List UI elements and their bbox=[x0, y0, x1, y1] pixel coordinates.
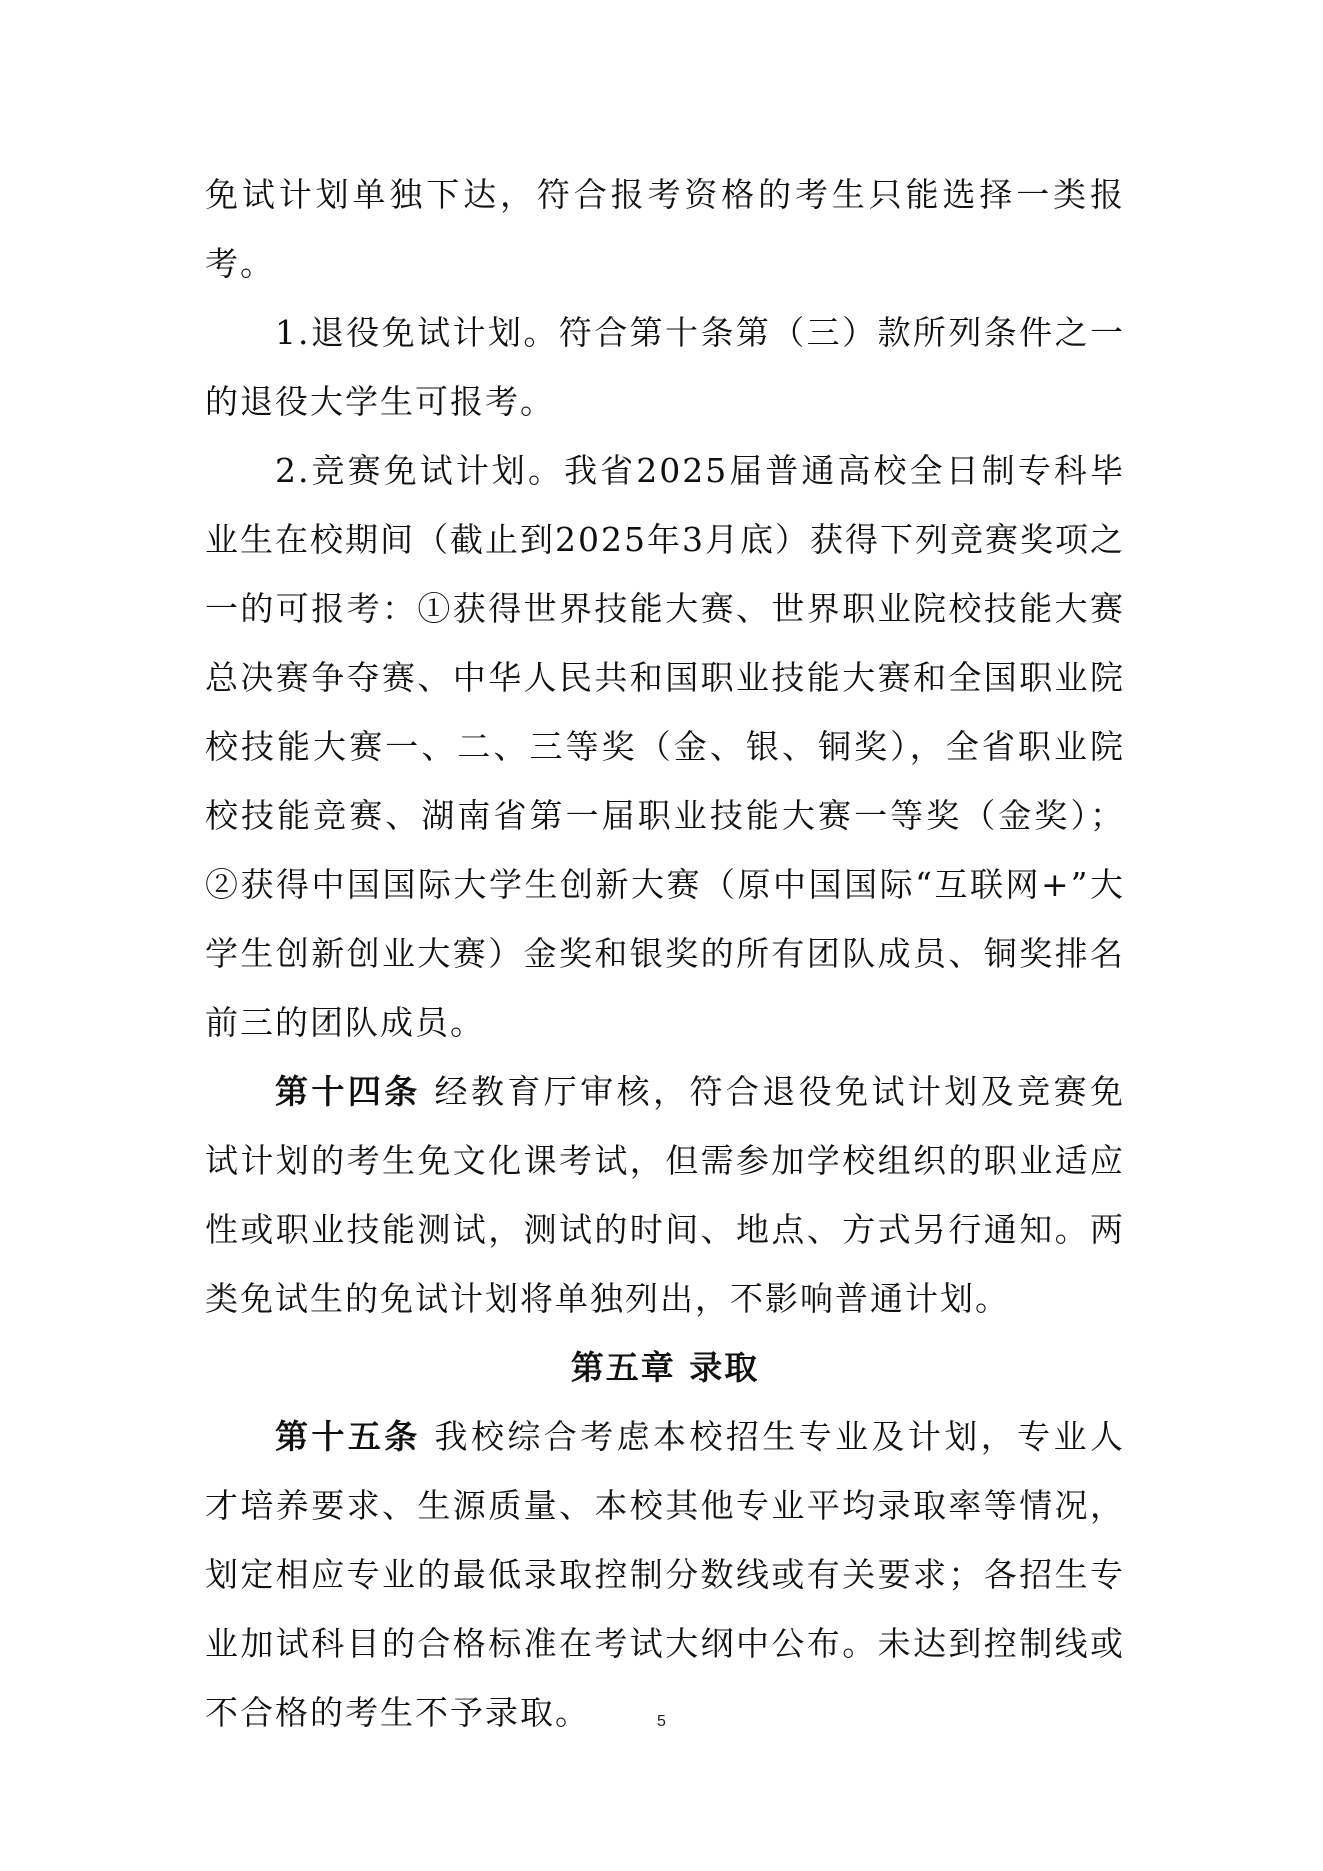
page-number: 5 bbox=[657, 1713, 666, 1730]
paragraph-text: 我校综合考虑本校招生专业及计划，专业人才培养要求、生源质量、本校其他专业平均录取率等情况，划定相应专业的最低录取控制分数线或有关要求；各招生专业加试科目的合格标准在考试大纲中公布。未达到控制线或不合格的考生不予录取。 bbox=[205, 1417, 1125, 1732]
chapter-heading: 第五章 录取 bbox=[570, 1348, 760, 1387]
paragraph-veteran-plan bbox=[205, 298, 1125, 436]
paragraph-text: 经教育厅审核，符合退役免试计划及竞赛免试计划的考生免文化课考试，但需参加学校组织的职业适应性或职业技能测试，测试的时间、地点、方式另行通知。两类免试生的免试计划将单独列出，不影响普通计划。 bbox=[205, 1072, 1125, 1318]
paragraph-text: 1.退役免试计划。符合第十条第（三）款所列条件之一的退役大学生可报考。 bbox=[205, 313, 1125, 421]
paragraph-article-14 bbox=[205, 1057, 1125, 1333]
document-body bbox=[205, 160, 1125, 1747]
paragraph-text: 免试计划单独下达，符合报考资格的考生只能选择一类报考。 bbox=[205, 175, 1125, 283]
paragraph-continuation bbox=[205, 160, 1125, 298]
paragraph-competition-plan bbox=[205, 436, 1125, 1057]
paragraph-text: 2.竞赛免试计划。我省2025届普通高校全日制专科毕业生在校期间（截止到2025年3月底）获得下列竞赛奖项之一的可报考：①获得世界技能大赛、世界职业院校技能大赛总决赛争夺赛、中华人民共和国职业技能大赛和全国职业院校技能大赛一、二、三等奖（金、银、铜奖），全省职业院校技能竞赛、湖南省第一届职业技能大赛一等奖（金奖）；②获得中国国际大学生创新大赛（原中国国际“互联网+”大学生创新创业大赛）金奖和银奖的所有团队成员、铜奖排名前三的团队成员。 bbox=[205, 451, 1125, 1042]
article-label: 第十四条 bbox=[275, 1072, 421, 1111]
article-label: 第十五条 bbox=[275, 1417, 421, 1456]
paragraph-article-15 bbox=[205, 1402, 1125, 1747]
